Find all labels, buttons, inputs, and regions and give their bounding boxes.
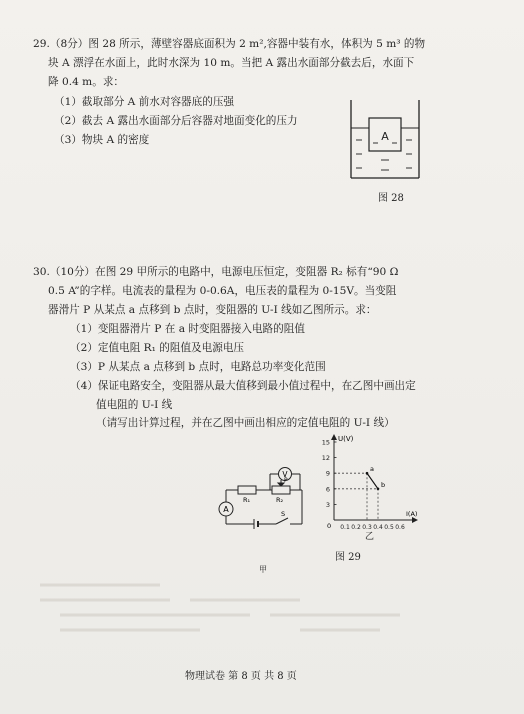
r2-label: R₂ <box>276 496 284 504</box>
figure-28-caption: 图 28 <box>378 193 404 204</box>
q30-sub-4: （4）保证电路安全，变阻器从最大值移到最小值过程中，在乙图中画出定 <box>70 380 416 392</box>
x-tick-label: 0.6 <box>395 524 405 531</box>
q29-line-3: 降 0.4 m。求： <box>48 76 125 88</box>
q29-line-2: 块 A 漂浮在水面上，此时水深为 10 m。当把 A 露出水面部分截去后，水面下 <box>48 57 415 69</box>
y-axis-label: U(V) <box>338 435 354 443</box>
point-label: a <box>370 465 374 474</box>
y-tick-label: 9 <box>325 469 330 478</box>
origin-label: 0 <box>327 522 332 530</box>
x-tick-label: 0.2 <box>351 524 361 531</box>
ammeter-label: A <box>223 505 229 514</box>
x-tick-label: 0.3 <box>362 524 372 531</box>
q30-sub-1: （1）变阻器滑片 P 在 a 时变阻器接入电路的阻值 <box>70 323 305 335</box>
q30-line-2: 0.5 A”的字样。电流表的量程为 0-0.6A，电压表的量程为 0-15V。当变阻 <box>48 285 397 297</box>
q29-sub-3: （3）物块 A 的密度 <box>54 134 150 146</box>
point-label: b <box>381 480 386 489</box>
q30-sub-2: （2）定值电阻 R₁ 的阻值及电源电压 <box>70 342 245 354</box>
page-footer: 物理试卷 第 8 页 共 8 页 <box>185 671 297 682</box>
q30-sub-3: （3）P 从某点 a 点移到 b 点时，电路总功率变化范围 <box>70 361 326 373</box>
graph-label: 乙 <box>365 532 375 542</box>
figure-29-caption: 图 29 <box>335 552 361 563</box>
q29-line-1: 29.（8分）图 28 所示，薄壁容器底面积为 2 m²,容器中装有水，体积为 5 m³ 的物 <box>33 38 426 50</box>
circuit-label: 甲 <box>259 565 267 574</box>
block-a-label: A <box>381 130 389 143</box>
x-tick-label: 0.5 <box>384 524 394 531</box>
y-tick-label: 15 <box>321 438 330 447</box>
q30-line-3: 器滑片 P 从某点 a 点移到 b 点时，变阻器的 U-I 线如乙图所示。求： <box>48 304 377 316</box>
x-tick-label: 0.4 <box>373 524 383 531</box>
q29-sub-1: （1）截取部分 A 前水对容器底的压强 <box>54 96 235 108</box>
r1-label: R₁ <box>243 496 251 504</box>
switch-label: S <box>281 510 286 518</box>
x-tick-label: 0.1 <box>340 524 350 531</box>
y-tick-label: 6 <box>325 485 330 494</box>
p-label: P <box>284 477 288 484</box>
q29-sub-2: （2）截去 A 露出水面部分后容器对地面变化的压力 <box>54 115 298 127</box>
q30-line-1: 30.（10分）在图 29 甲所示的电路中，电源电压恒定，变阻器 R₂ 标有“90 Ω <box>33 266 399 278</box>
y-tick-label: 3 <box>325 500 330 509</box>
q30-sub-4-cont: 值电阻的 U-I 线 <box>96 399 173 411</box>
voltmeter-label: V <box>282 470 288 479</box>
x-axis-label: I(A) <box>406 510 418 518</box>
y-tick-label: 12 <box>321 454 330 463</box>
q30-note: （请写出计算过程，并在乙图中画出相应的定值电阻的 U-I 线） <box>96 417 395 429</box>
